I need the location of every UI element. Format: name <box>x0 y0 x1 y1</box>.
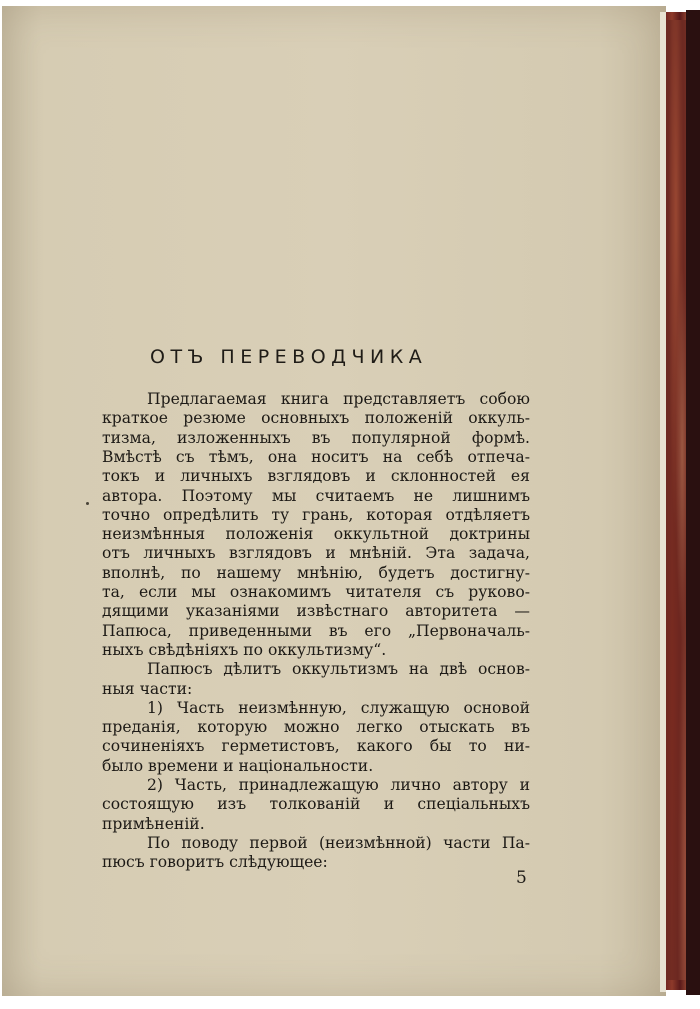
page-edge <box>660 12 666 992</box>
text-line: примѣненiй. <box>102 814 205 833</box>
text-line: отъ личныхъ взглядовъ и мнѣнiй. Эта задача, <box>102 544 530 563</box>
text-line: Вмѣстѣ съ тѣмъ, она носитъ на себѣ отпеча- <box>102 447 530 466</box>
text-line: Папюса, приведенными въ его „Первоначаль- <box>102 621 530 640</box>
text-line: та, если мы ознакомимъ читателя съ руково- <box>102 583 530 601</box>
text-line: 1) Часть неизмѣнную, служащую основой <box>147 698 530 717</box>
text-line: 2) Часть, принадлежащую лично автору и <box>147 776 530 794</box>
text-line: вполнѣ, по нашему мнѣнiю, будетъ достигну- <box>102 563 530 582</box>
text-line: Предлагаемая книга представляетъ собою <box>147 390 530 408</box>
paper-speck <box>86 502 89 505</box>
text-line: краткое резюме основныхъ положенiй оккуль- <box>102 409 530 428</box>
page-content <box>2 6 666 996</box>
text-line: автора. Поэтому мы считаемъ не лишнимъ <box>102 486 530 505</box>
text-line: точно опредѣлить ту грань, которая отдѣляетъ <box>102 505 530 524</box>
text-line: преданiя, которую можно легко отыскать въ <box>102 718 530 737</box>
chapter-heading: ОТЪ ПЕРЕВОДЧИКА <box>150 346 428 368</box>
page-number: 5 <box>516 868 527 888</box>
text-line: пюсъ говоритъ слѣдующее: <box>102 853 328 872</box>
text-line: состоящую изъ толкованiй и спецiальныхъ <box>102 795 530 814</box>
text-line: По поводу первой (неизмѣнной) части Па- <box>147 833 530 852</box>
text-line: ныя части: <box>102 679 193 698</box>
cover-spine <box>686 10 700 995</box>
text-line: тизма, изложенныхъ въ популярной формѣ. <box>102 428 530 447</box>
text-line: было времени и нацiональности. <box>102 756 374 775</box>
text-line: ныхъ свѣдѣнiяхъ по оккультизму“. <box>102 640 387 659</box>
text-line: токъ и личныхъ взглядовъ и склонностей ея <box>102 467 530 486</box>
text-line: дящими указанiями извѣстнаго авторитета — <box>102 602 530 621</box>
text-line: Папюсъ дѣлитъ оккультизмъ на двѣ основ- <box>147 660 530 679</box>
text-line: сочиненiяхъ герметистовъ, какого бы то ни- <box>102 737 530 756</box>
book-page <box>2 6 666 996</box>
text-line: неизмѣнныя положенiя оккультной доктрины <box>102 525 530 544</box>
